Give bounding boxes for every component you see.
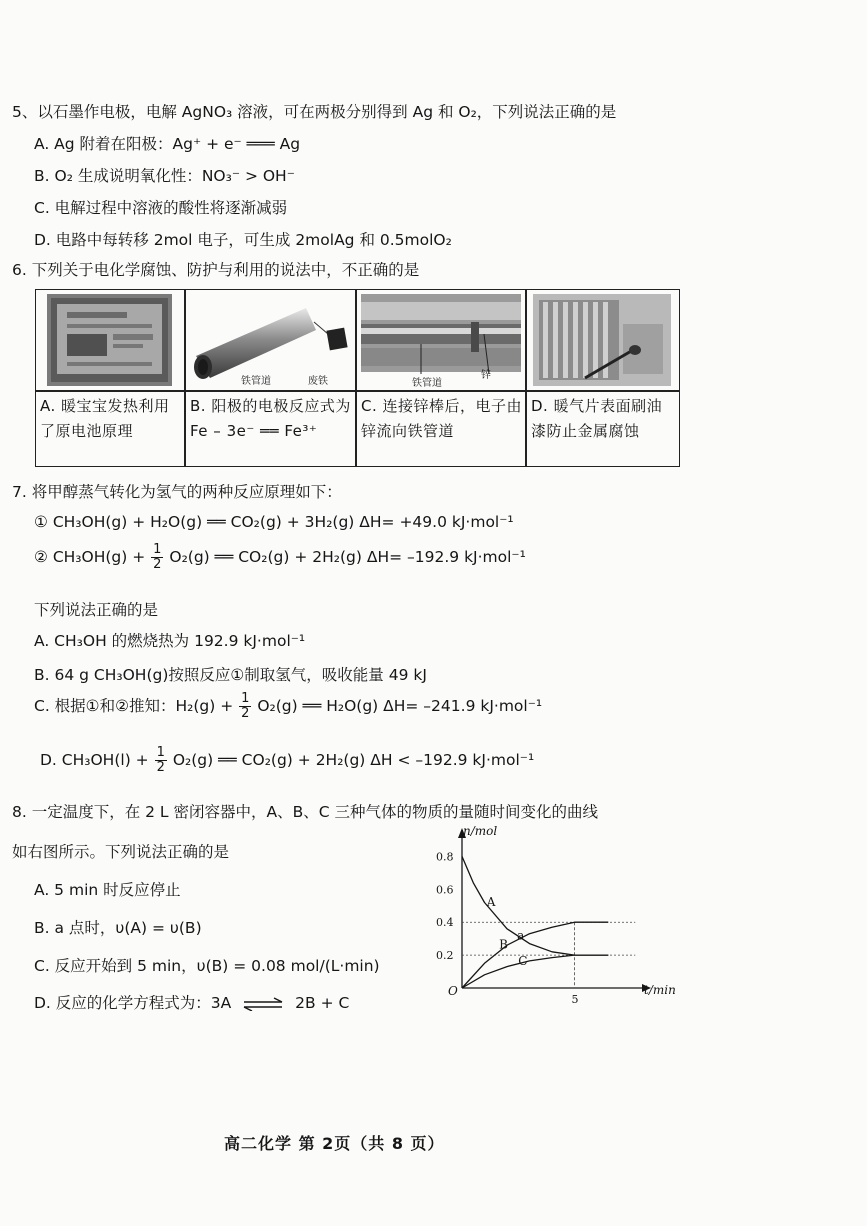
q7-stem: 7. 将甲醇蒸气转化为氢气的两种反应原理如下： [12,483,342,501]
q5-option-c: C. 电解过程中溶液的酸性将逐渐减弱 [34,199,288,217]
reversible-arrow-icon [240,997,286,1011]
q7-option-c-left: C. 根据①和②推知：H₂(g) + [34,697,234,715]
q6-stem: 6. 下列关于电化学腐蚀、防护与利用的说法中，不正确的是 [12,261,420,279]
zinc-label: 锌 [481,370,491,381]
frac-denominator: 2 [153,557,162,572]
frac-numerator: 1 [153,542,162,557]
q6-caption-d: D. 暖气片表面刷油漆防止金属腐蚀 [531,397,663,440]
q8-stem-line2: 如右图所示。下列说法正确的是 [12,843,230,861]
series-label-A: A [486,894,496,909]
y-tick-label: 0.8 [436,850,454,864]
q8-option-d [34,991,349,1013]
frac-numerator: 1 [241,691,250,706]
series-line-C [462,955,608,988]
origin-label: O [448,984,458,998]
q7-option-d-right: O₂(g) ══ CO₂(g) + 2H₂(g) ΔH < –192.9 kJ·mol⁻¹ [172,751,535,769]
page-footer: 高二化学 第 2页（共 8 页） [224,1134,445,1153]
q7-reaction-2 [34,543,526,572]
hand-warmer-image [47,294,172,386]
q5-option-b: B. O₂ 生成说明氧化性：NO₃⁻ > OH⁻ [34,167,295,185]
series-label-C: C [518,953,528,968]
series-line-A [462,856,608,955]
q6-figure-table [35,289,680,467]
scrap-iron-label: 废铁 [308,376,328,387]
y-tick-label: 0.6 [436,883,454,897]
iron-pipe-label-b: 铁管道 [241,376,271,387]
q8-stem-line1: 8. 一定温度下，在 2 L 密闭容器中，A、B、C 三种气体的物质的量随时间变化的曲线 [12,803,598,821]
q6-caption-a: A. 暖宝宝发热利用了原电池原理 [40,397,170,440]
iron-pipe-label-c: 铁管道 [412,378,442,389]
q7-option-c [34,692,542,721]
q8-option-b: B. a 点时，υ(A) = υ(B) [34,919,202,937]
q7-reaction-2-right: O₂(g) ══ CO₂(g) + 2H₂(g) ΔH= –192.9 kJ·mol⁻¹ [169,548,526,566]
point-label-a: a [517,928,525,943]
q8-option-c: C. 反应开始到 5 min，υ(B) = 0.08 mol/(L·min) [34,957,380,975]
y-tick-label: 0.4 [436,916,454,930]
q7-option-d [40,746,534,775]
half-fraction [151,543,163,572]
q5-option-a: A. Ag 附着在阳极：Ag⁺ + e⁻ ═══ Ag [34,135,301,153]
half-fraction [239,692,251,721]
radiator-painting-image [533,294,671,386]
q6-caption-c: C. 连接锌棒后，电子由锌流向铁管道 [361,397,523,440]
frac-denominator: 2 [241,706,250,721]
q8-option-d-right: 2B + C [295,994,350,1012]
q8-chart [428,822,683,1012]
x-tick-label: 5 [571,993,579,1006]
q5-stem: 5、以石墨作电极，电解 AgNO₃ 溶液，可在两极分别得到 Ag 和 O₂，下列说法正确的是 [12,103,617,121]
q7-option-a: A. CH₃OH 的燃烧热为 192.9 kJ·mol⁻¹ [34,632,306,650]
q7-reaction-2-left: ② CH₃OH(g) + [34,548,146,566]
frac-numerator: 1 [156,745,165,760]
half-fraction [155,746,167,775]
y-tick-label: 0.2 [436,949,454,963]
x-axis-label: t/min [644,983,676,997]
q7-option-d-left: D. CH₃OH(l) + [40,751,149,769]
y-axis-label: n/mol [463,824,498,838]
q8-option-d-left: D. 反应的化学方程式为：3A [34,994,232,1012]
series-label-B: B [499,937,508,952]
q7-prompt: 下列说法正确的是 [34,601,159,619]
q8-option-a: A. 5 min 时反应停止 [34,881,181,899]
frac-denominator: 2 [156,760,165,775]
q5-option-d: D. 电路中每转移 2mol 电子，可生成 2molAg 和 0.5molO₂ [34,231,452,249]
q7-option-b: B. 64 g CH₃OH(g)按照反应①制取氢气，吸收能量 49 kJ [34,666,427,684]
q7-option-c-right: O₂(g) ══ H₂O(g) ΔH= –241.9 kJ·mol⁻¹ [257,697,543,715]
q6-caption-b: B. 阳极的电极反应式为 Fe – 3e⁻ ══ Fe³⁺ [190,397,351,440]
iron-pipe-zinc-image [361,294,521,386]
q7-reaction-1: ① CH₃OH(g) + H₂O(g) ══ CO₂(g) + 3H₂(g) ΔH= +49.0 kJ·mol⁻¹ [34,513,514,531]
